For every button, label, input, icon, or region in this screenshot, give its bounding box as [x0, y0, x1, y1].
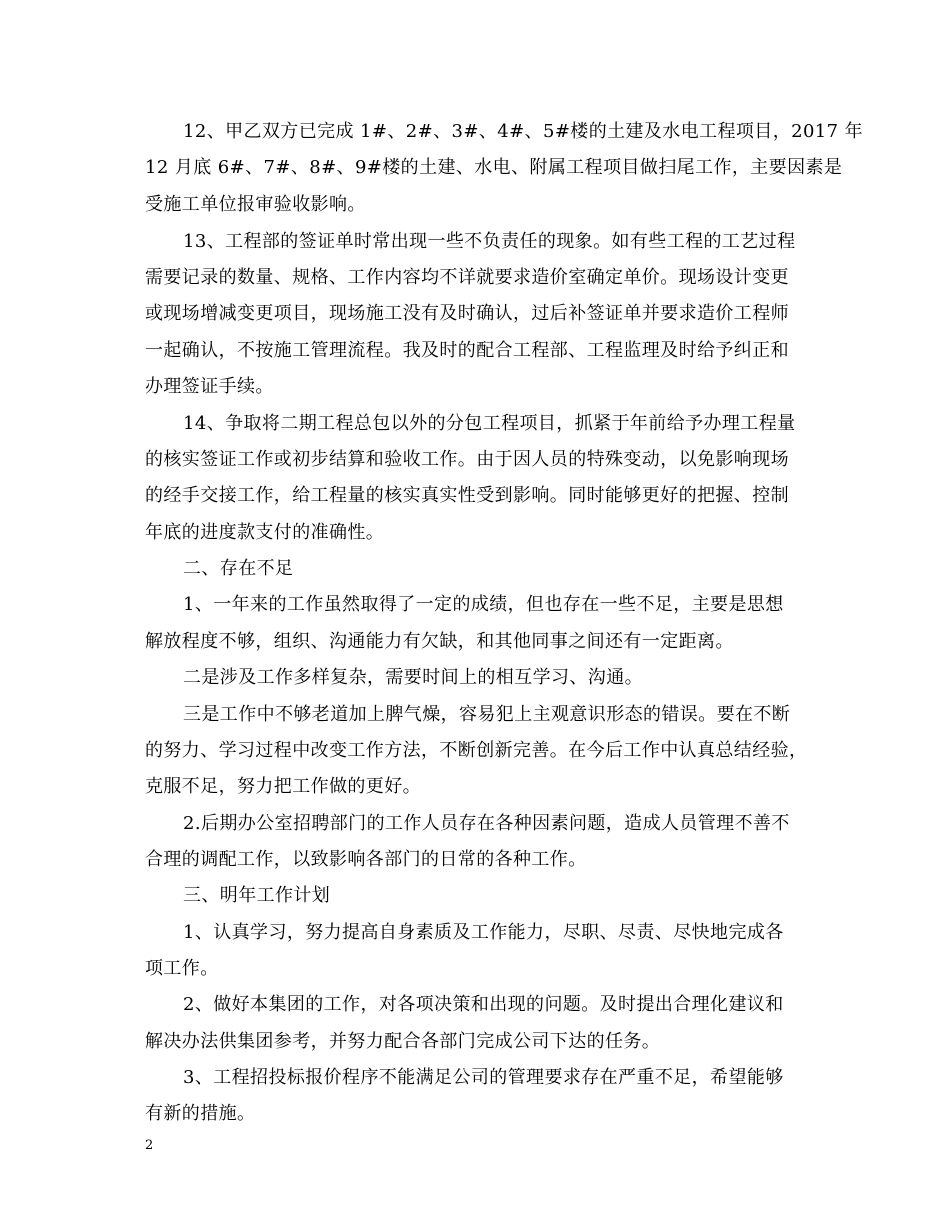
text-line: 项工作。	[145, 958, 219, 979]
text-line: 13、工程部的签证单时常出现一些不负责任的现象。如有些工程的工艺过程	[183, 231, 796, 252]
text-line: 12 月底 6#、7#、8#、9#楼的土建、水电、附属工程项目做扫尾工作，主要因素是	[145, 157, 843, 178]
text-line: 1、认真学习，努力提高自身素质及工作能力，尽职、尽责、尽快地完成各	[183, 922, 784, 943]
text-line: 受施工单位报审验收影响。	[145, 194, 366, 215]
text-line: 或现场增减变更项目，现场施工没有及时确认，过后补签证单并要求造价工程师	[145, 303, 789, 324]
text-line: 12、甲乙双方已完成 1#、2#、3#、4#、5#楼的土建及水电工程项目，2017 年	[183, 121, 864, 142]
text-line: 3、工程招投标报价程序不能满足公司的管理要求存在严重不足，希望能够	[183, 1067, 784, 1088]
text-line: 合理的调配工作，以致影响各部门的日常的各种工作。	[145, 849, 587, 870]
section-heading: 三、明年工作计划	[183, 885, 331, 906]
text-line: 办理签证手续。	[145, 376, 274, 397]
text-line: 三是工作中不够老道加上脾气燥，容易犯上主观意识形态的错误。要在不断	[183, 704, 791, 725]
text-line: 年底的进度款支付的准确性。	[145, 522, 385, 543]
text-line: 的经手交接工作，给工程量的核实真实性受到影响。同时能够更好的把握、控制	[145, 485, 789, 506]
text-line: 的核实签证工作或初步结算和验收工作。由于因人员的特殊变动，以免影响现场	[145, 449, 789, 470]
text-line: 2.后期办公室招聘部门的工作人员存在各种因素问题，造成人员管理不善不	[183, 813, 790, 834]
text-line: 有新的措施。	[145, 1103, 256, 1124]
text-line: 二是涉及工作多样复杂，需要时间上的相互学习、沟通。	[183, 667, 643, 688]
text-line: 的努力、学习过程中改变工作方法，不断创新完善。在今后工作中认真总结经验，	[145, 740, 808, 761]
text-line: 2、做好本集团的工作，对各项决策和出现的问题。及时提出合理化建议和	[183, 994, 784, 1015]
page-number: 2	[145, 1138, 154, 1153]
text-line: 克服不足，努力把工作做的更好。	[145, 776, 421, 797]
text-line: 解放程度不够，组织、沟通能力有欠缺，和其他同事之间还有一定距离。	[145, 631, 734, 652]
text-line: 1、一年来的工作虽然取得了一定的成绩，但也存在一些不足，主要是思想	[183, 594, 784, 615]
text-line: 解决办法供集团参考，并努力配合各部门完成公司下达的任务。	[145, 1031, 661, 1052]
text-line: 需要记录的数量、规格、工作内容均不详就要求造价室确定单价。现场设计变更	[145, 267, 789, 288]
text-line: 14、争取将二期工程总包以外的分包工程项目，抓紧于年前给予办理工程量	[183, 413, 796, 434]
text-line: 一起确认，不按施工管理流程。我及时的配合工程部、工程监理及时给予纠正和	[145, 340, 789, 361]
section-heading: 二、存在不足	[183, 558, 294, 579]
